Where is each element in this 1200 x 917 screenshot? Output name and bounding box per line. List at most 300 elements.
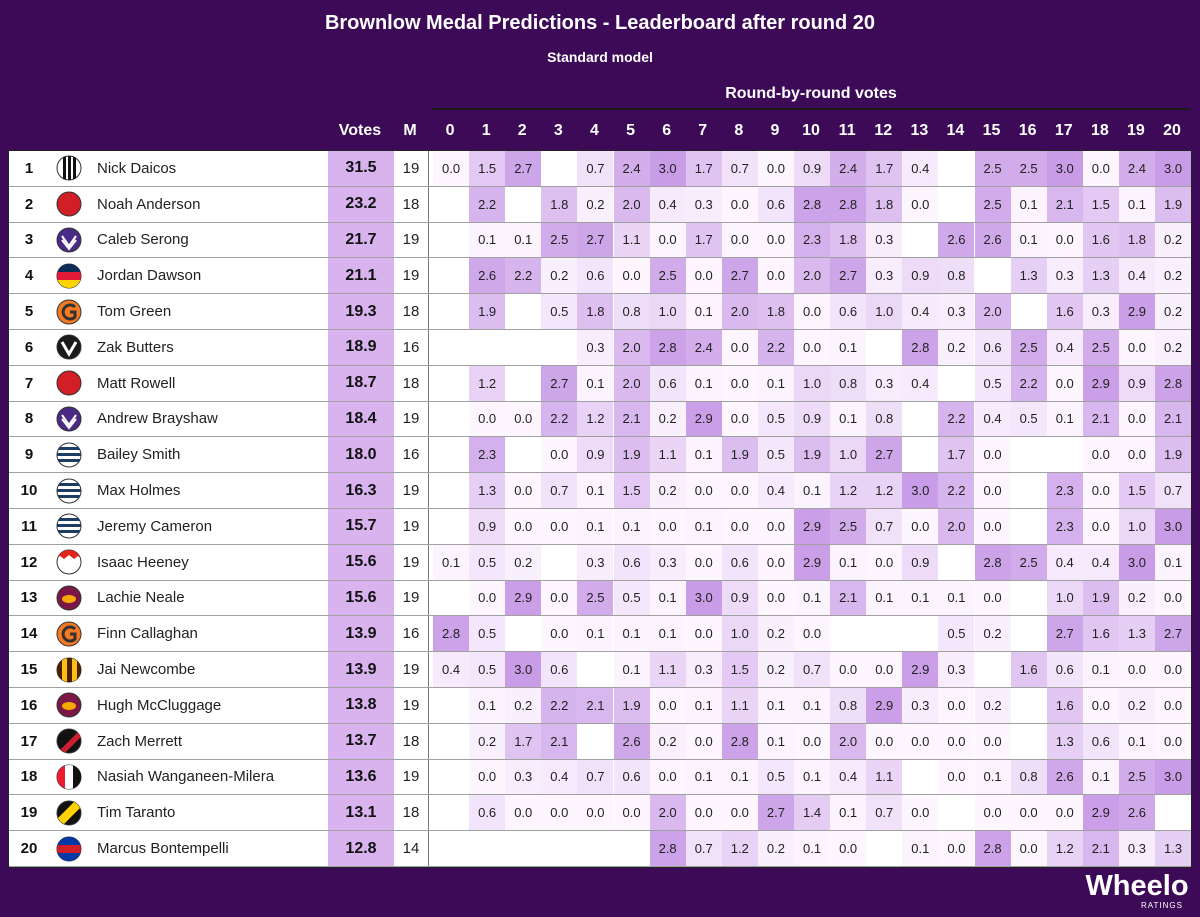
round-vote-cell: 0.0	[722, 187, 758, 222]
round-header-6: 6	[662, 122, 672, 139]
player-name: Tom Green	[97, 303, 172, 321]
round-vote-cell: 2.1	[614, 402, 650, 437]
round-vote-cell: 2.3	[1047, 473, 1083, 508]
round-vote-cell: 0.1	[830, 545, 866, 580]
round-vote-cell: 1.9	[614, 688, 650, 723]
round-vote-cell: 0.1	[614, 652, 650, 687]
round-vote-cell: 1.6	[1047, 688, 1083, 723]
round-vote-cell: 0.1	[577, 616, 613, 651]
round-vote-cell: 0.3	[577, 545, 613, 580]
round-vote-cell: 0.0	[469, 402, 505, 437]
round-vote-cell: 0.3	[866, 223, 902, 258]
round-vote-cell: 1.3	[469, 473, 505, 508]
rank-cell: 16	[20, 696, 38, 714]
table-row	[9, 294, 1191, 330]
round-vote-cell: 0.0	[975, 795, 1011, 830]
round-vote-cell: 2.7	[577, 223, 613, 258]
round-vote-cell: 1.1	[650, 652, 686, 687]
round-vote-cell: 0.0	[541, 437, 577, 472]
round-vote-cell: 1.0	[866, 294, 902, 329]
round-vote-cell: 0.0	[1083, 437, 1119, 472]
round-vote-cell: 0.1	[758, 688, 794, 723]
round-vote-cell: 1.1	[650, 437, 686, 472]
round-vote-cell	[866, 616, 902, 651]
round-vote-cell: 0.3	[1119, 831, 1155, 866]
round-vote-cell: 2.1	[1083, 831, 1119, 866]
round-vote-cell: 2.1	[1083, 402, 1119, 437]
round-header-12: 12	[874, 122, 893, 139]
rank-cell: 4	[24, 267, 34, 285]
round-vote-cell	[433, 760, 469, 795]
round-vote-cell: 1.7	[686, 223, 722, 258]
round-header-18: 18	[1090, 122, 1109, 139]
round-vote-cell	[866, 330, 902, 365]
round-vote-cell: 0.0	[1011, 795, 1047, 830]
round-vote-cell: 2.7	[758, 795, 794, 830]
round-vote-cell: 2.2	[469, 187, 505, 222]
round-vote-cell: 3.0	[505, 652, 541, 687]
round-vote-cell: 2.7	[866, 437, 902, 472]
round-vote-cell: 1.1	[614, 223, 650, 258]
round-vote-cell: 2.6	[938, 223, 974, 258]
round-header-7: 7	[698, 122, 708, 139]
round-vote-cell: 2.0	[794, 258, 830, 293]
round-header-2: 2	[517, 122, 527, 139]
round-vote-cell: 2.7	[722, 258, 758, 293]
round-vote-cell: 2.8	[1155, 366, 1191, 401]
round-vote-cell: 0.8	[614, 294, 650, 329]
round-vote-cell	[1011, 294, 1047, 329]
round-vote-cell: 0.0	[794, 294, 830, 329]
round-vote-cell: 2.9	[1119, 294, 1155, 329]
matches-cell: 19	[394, 545, 429, 580]
round-vote-cell: 0.8	[830, 366, 866, 401]
table-row	[9, 581, 1191, 617]
round-vote-cell: 0.5	[758, 402, 794, 437]
rank-cell: 8	[24, 410, 34, 428]
round-vote-cell: 2.8	[722, 724, 758, 759]
round-vote-cell: 0.3	[686, 187, 722, 222]
round-vote-cell: 0.0	[975, 437, 1011, 472]
player-name: Noah Anderson	[97, 195, 201, 213]
round-vote-cell: 2.8	[433, 616, 469, 651]
round-vote-cell: 0.4	[902, 294, 938, 329]
round-vote-cell: 1.9	[1083, 581, 1119, 616]
round-vote-cell: 0.0	[541, 509, 577, 544]
round-vote-cell: 2.4	[1119, 151, 1155, 186]
round-vote-cell: 0.0	[722, 509, 758, 544]
round-vote-cell: 0.0	[758, 545, 794, 580]
round-vote-cell: 0.1	[686, 688, 722, 723]
round-vote-cell: 1.5	[722, 652, 758, 687]
round-vote-cell: 0.1	[902, 831, 938, 866]
round-vote-cell: 0.6	[577, 258, 613, 293]
round-vote-cell: 2.8	[975, 545, 1011, 580]
round-vote-cell	[975, 258, 1011, 293]
round-vote-cell: 2.1	[577, 688, 613, 723]
round-vote-cell	[1011, 688, 1047, 723]
brand-tagline: RATINGS	[1141, 901, 1183, 910]
round-vote-cell: 3.0	[686, 581, 722, 616]
round-vote-cell: 0.0	[1011, 831, 1047, 866]
round-vote-cell: 0.1	[1119, 724, 1155, 759]
round-vote-cell: 1.2	[866, 473, 902, 508]
round-vote-cell: 0.0	[866, 545, 902, 580]
round-vote-cell	[614, 831, 650, 866]
round-vote-cell: 0.0	[794, 724, 830, 759]
player-name: Finn Callaghan	[97, 625, 198, 643]
round-vote-cell: 2.3	[794, 223, 830, 258]
round-vote-cell	[902, 223, 938, 258]
player-name: Hugh McCluggage	[97, 696, 222, 714]
matches-cell: 19	[394, 652, 429, 687]
round-vote-cell: 0.2	[975, 616, 1011, 651]
round-vote-cell: 0.2	[577, 187, 613, 222]
round-vote-cell: 0.0	[1047, 366, 1083, 401]
round-vote-cell: 2.0	[650, 795, 686, 830]
rank-cell: 9	[24, 446, 34, 464]
table-row	[9, 688, 1191, 724]
round-vote-cell: 0.0	[686, 258, 722, 293]
round-vote-cell	[541, 545, 577, 580]
matches-cell: 16	[394, 616, 429, 651]
round-vote-cell: 0.9	[902, 258, 938, 293]
round-header-8: 8	[734, 122, 744, 139]
round-vote-cell: 2.0	[722, 294, 758, 329]
table-row	[9, 223, 1191, 259]
round-vote-cell: 3.0	[650, 151, 686, 186]
round-vote-cell: 0.5	[758, 437, 794, 472]
round-vote-cell: 2.0	[830, 724, 866, 759]
round-vote-cell: 0.9	[1119, 366, 1155, 401]
round-vote-cell: 2.0	[975, 294, 1011, 329]
brand-logo: Wheelo	[1085, 870, 1189, 902]
round-vote-cell: 1.3	[1047, 724, 1083, 759]
round-vote-cell: 0.0	[1119, 402, 1155, 437]
round-vote-cell: 0.0	[975, 473, 1011, 508]
round-vote-cell: 0.1	[505, 223, 541, 258]
round-vote-cell: 0.4	[1083, 545, 1119, 580]
player-name: Jeremy Cameron	[97, 517, 213, 535]
round-vote-cell: 1.8	[1119, 223, 1155, 258]
round-vote-cell: 0.5	[1011, 402, 1047, 437]
rank-cell: 3	[24, 231, 34, 249]
round-vote-cell: 2.9	[1083, 795, 1119, 830]
player-name: Nick Daicos	[97, 159, 177, 177]
round-vote-cell: 0.1	[1011, 223, 1047, 258]
rank-cell: 20	[20, 840, 38, 858]
round-vote-cell: 0.0	[686, 616, 722, 651]
round-vote-cell: 2.8	[902, 330, 938, 365]
table-row	[9, 831, 1191, 867]
round-vote-cell: 0.1	[614, 616, 650, 651]
round-vote-cell: 2.2	[1011, 366, 1047, 401]
matches-cell: 19	[394, 581, 429, 616]
round-vote-cell: 0.4	[433, 652, 469, 687]
round-vote-cell: 0.6	[541, 652, 577, 687]
matches-column-header: M	[403, 122, 417, 139]
round-vote-cell: 1.1	[722, 688, 758, 723]
round-vote-cell	[505, 437, 541, 472]
round-vote-cell: 0.0	[469, 760, 505, 795]
round-vote-cell	[830, 616, 866, 651]
table-row	[9, 151, 1191, 187]
round-vote-cell: 0.0	[830, 831, 866, 866]
round-header-14: 14	[946, 122, 965, 139]
round-vote-cell: 0.5	[469, 616, 505, 651]
round-vote-cell: 0.8	[938, 258, 974, 293]
votes-cell: 15.6	[328, 545, 394, 580]
round-vote-cell: 0.6	[758, 187, 794, 222]
chart-title: Brownlow Medal Predictions - Leaderboard after round 20	[324, 12, 876, 34]
round-header-3: 3	[553, 122, 563, 139]
round-vote-cell: 0.0	[686, 795, 722, 830]
round-vote-cell: 0.1	[866, 581, 902, 616]
round-vote-cell: 0.0	[614, 795, 650, 830]
player-name: Marcus Bontempelli	[97, 840, 229, 858]
round-vote-cell: 1.8	[830, 223, 866, 258]
round-vote-cell	[433, 581, 469, 616]
round-vote-cell: 2.7	[830, 258, 866, 293]
matches-cell: 18	[394, 724, 429, 759]
round-vote-cell: 2.2	[541, 688, 577, 723]
round-header-19: 19	[1127, 122, 1145, 139]
round-vote-cell	[433, 187, 469, 222]
round-vote-cell: 0.1	[686, 366, 722, 401]
rank-cell: 11	[21, 517, 37, 535]
round-vote-cell: 0.0	[1155, 581, 1191, 616]
table-row	[9, 795, 1191, 831]
round-vote-cell: 0.7	[577, 151, 613, 186]
round-vote-cell: 2.2	[505, 258, 541, 293]
round-vote-cell	[469, 330, 505, 365]
round-vote-cell: 0.0	[902, 187, 938, 222]
round-vote-cell: 0.6	[614, 545, 650, 580]
votes-cell: 13.1	[328, 795, 394, 830]
round-vote-cell: 2.0	[614, 187, 650, 222]
round-vote-cell: 0.0	[722, 795, 758, 830]
round-vote-cell: 0.0	[433, 151, 469, 186]
round-vote-cell: 0.0	[614, 258, 650, 293]
round-vote-cell: 0.6	[975, 330, 1011, 365]
votes-cell: 13.7	[328, 724, 394, 759]
player-name: Andrew Brayshaw	[97, 410, 218, 428]
round-vote-cell: 0.1	[577, 509, 613, 544]
round-header-5: 5	[626, 122, 635, 139]
round-vote-cell	[902, 437, 938, 472]
round-vote-cell	[505, 831, 541, 866]
votes-cell: 31.5	[328, 151, 394, 186]
round-vote-cell: 1.3	[1119, 616, 1155, 651]
round-vote-cell	[902, 616, 938, 651]
round-vote-cell: 0.5	[758, 760, 794, 795]
player-name: Bailey Smith	[97, 446, 181, 464]
round-vote-cell: 1.0	[1047, 581, 1083, 616]
round-vote-cell: 0.5	[469, 652, 505, 687]
round-vote-cell: 0.0	[650, 223, 686, 258]
matches-cell: 14	[394, 831, 429, 866]
round-vote-cell: 0.0	[505, 402, 541, 437]
round-vote-cell: 1.8	[541, 187, 577, 222]
geelong-logo-icon	[49, 437, 89, 472]
round-vote-cell: 0.0	[686, 724, 722, 759]
round-vote-cell	[433, 294, 469, 329]
round-vote-cell: 1.8	[866, 187, 902, 222]
votes-cell: 16.3	[328, 473, 394, 508]
round-vote-cell: 0.1	[902, 581, 938, 616]
round-vote-cell: 0.0	[1119, 652, 1155, 687]
round-vote-cell: 0.7	[686, 831, 722, 866]
round-vote-cell: 0.0	[722, 473, 758, 508]
round-vote-cell: 1.9	[722, 437, 758, 472]
round-vote-cell: 0.1	[1083, 652, 1119, 687]
rank-cell: 2	[24, 195, 34, 213]
round-vote-cell: 0.3	[1083, 294, 1119, 329]
round-vote-cell: 0.9	[794, 402, 830, 437]
round-vote-cell	[469, 831, 505, 866]
round-vote-cell: 2.5	[975, 151, 1011, 186]
votes-cell: 19.3	[328, 294, 394, 329]
round-vote-cell: 3.0	[1155, 509, 1191, 544]
round-header-16: 16	[1018, 122, 1037, 139]
rank-cell: 6	[24, 338, 34, 356]
round-vote-cell: 0.3	[686, 652, 722, 687]
round-vote-cell: 0.1	[686, 509, 722, 544]
round-vote-cell: 1.6	[1011, 652, 1047, 687]
round-vote-cell: 1.4	[794, 795, 830, 830]
round-vote-cell: 2.9	[866, 688, 902, 723]
round-vote-cell: 0.4	[1119, 258, 1155, 293]
round-vote-cell: 0.6	[830, 294, 866, 329]
round-vote-cell: 0.6	[1083, 724, 1119, 759]
round-vote-cell: 0.0	[902, 509, 938, 544]
round-vote-cell: 0.1	[686, 294, 722, 329]
table-row	[9, 258, 1191, 294]
round-vote-cell: 0.5	[541, 294, 577, 329]
round-vote-cell: 0.8	[830, 688, 866, 723]
round-vote-cell: 2.9	[794, 545, 830, 580]
round-vote-cell: 0.6	[722, 545, 758, 580]
round-vote-cell: 0.0	[794, 330, 830, 365]
votes-cell: 12.8	[328, 831, 394, 866]
round-vote-cell: 2.0	[614, 366, 650, 401]
table-row	[9, 330, 1191, 366]
round-vote-cell: 3.0	[1155, 760, 1191, 795]
round-vote-cell: 2.9	[686, 402, 722, 437]
round-vote-cell: 0.7	[1155, 473, 1191, 508]
round-vote-cell: 2.5	[1083, 330, 1119, 365]
round-vote-cell: 0.4	[1047, 545, 1083, 580]
round-vote-cell: 0.0	[1119, 437, 1155, 472]
round-vote-cell: 2.5	[577, 581, 613, 616]
round-vote-cell	[433, 509, 469, 544]
round-vote-cell: 0.5	[614, 581, 650, 616]
round-vote-cell: 0.1	[469, 223, 505, 258]
round-vote-cell: 0.0	[469, 581, 505, 616]
round-header-15: 15	[982, 122, 1001, 139]
round-vote-cell: 2.9	[1083, 366, 1119, 401]
round-vote-cell: 0.0	[650, 688, 686, 723]
round-vote-cell: 0.7	[541, 473, 577, 508]
round-vote-cell: 0.0	[1155, 688, 1191, 723]
round-header-9: 9	[770, 122, 780, 139]
round-vote-cell	[938, 795, 974, 830]
round-vote-cell: 3.0	[1047, 151, 1083, 186]
round-vote-cell: 1.3	[1011, 258, 1047, 293]
player-name: Caleb Serong	[97, 231, 189, 249]
round-vote-cell: 0.0	[975, 581, 1011, 616]
round-vote-cell: 2.4	[614, 151, 650, 186]
round-vote-cell: 0.2	[758, 652, 794, 687]
round-vote-cell	[1011, 724, 1047, 759]
round-vote-cell: 2.8	[975, 831, 1011, 866]
votes-cell: 21.1	[328, 258, 394, 293]
round-vote-cell: 1.2	[830, 473, 866, 508]
round-vote-cell: 0.6	[469, 795, 505, 830]
round-vote-cell: 2.5	[650, 258, 686, 293]
round-vote-cell: 0.4	[975, 402, 1011, 437]
round-vote-cell: 0.0	[1047, 223, 1083, 258]
matches-cell: 19	[394, 688, 429, 723]
round-vote-cell: 0.9	[794, 151, 830, 186]
round-vote-cell: 1.9	[614, 437, 650, 472]
round-vote-cell: 0.0	[1083, 509, 1119, 544]
votes-cell: 13.6	[328, 760, 394, 795]
round-vote-cell	[433, 724, 469, 759]
round-vote-cell: 0.2	[1155, 330, 1191, 365]
brisbane-logo-icon	[49, 581, 89, 616]
round-vote-cell: 0.0	[938, 760, 974, 795]
round-header-20: 20	[1163, 122, 1181, 139]
round-vote-cell: 1.8	[758, 294, 794, 329]
round-vote-cell: 0.0	[577, 795, 613, 830]
round-vote-cell	[1011, 437, 1047, 472]
round-vote-cell: 0.0	[1083, 473, 1119, 508]
round-vote-cell: 1.6	[1083, 223, 1119, 258]
round-vote-cell: 0.4	[830, 760, 866, 795]
table-row	[9, 402, 1191, 438]
round-vote-cell: 0.0	[541, 581, 577, 616]
round-vote-cell: 2.5	[830, 509, 866, 544]
round-vote-cell: 0.1	[433, 545, 469, 580]
round-vote-cell	[902, 402, 938, 437]
round-vote-cell: 0.0	[505, 473, 541, 508]
round-vote-cell: 0.0	[975, 724, 1011, 759]
round-vote-cell: 2.4	[686, 330, 722, 365]
round-vote-cell: 1.9	[794, 437, 830, 472]
matches-cell: 19	[394, 509, 429, 544]
round-vote-cell	[866, 831, 902, 866]
round-vote-cell	[433, 366, 469, 401]
round-vote-cell: 2.1	[1155, 402, 1191, 437]
round-vote-cell: 3.0	[1119, 545, 1155, 580]
matches-cell: 16	[394, 437, 429, 472]
round-vote-cell: 0.0	[758, 509, 794, 544]
rank-cell: 18	[20, 768, 38, 786]
round-vote-cell: 0.1	[650, 616, 686, 651]
gold-coast-logo-icon	[49, 187, 89, 222]
round-vote-cell: 1.7	[686, 151, 722, 186]
rounds-group-underline	[432, 108, 1190, 110]
round-vote-cell: 3.0	[1155, 151, 1191, 186]
round-vote-cell: 0.0	[975, 509, 1011, 544]
round-vote-cell: 0.0	[505, 795, 541, 830]
round-vote-cell	[1011, 581, 1047, 616]
round-vote-cell: 0.0	[1119, 330, 1155, 365]
rank-cell: 14	[20, 625, 38, 643]
player-name: Isaac Heeney	[97, 553, 189, 571]
round-vote-cell	[433, 223, 469, 258]
